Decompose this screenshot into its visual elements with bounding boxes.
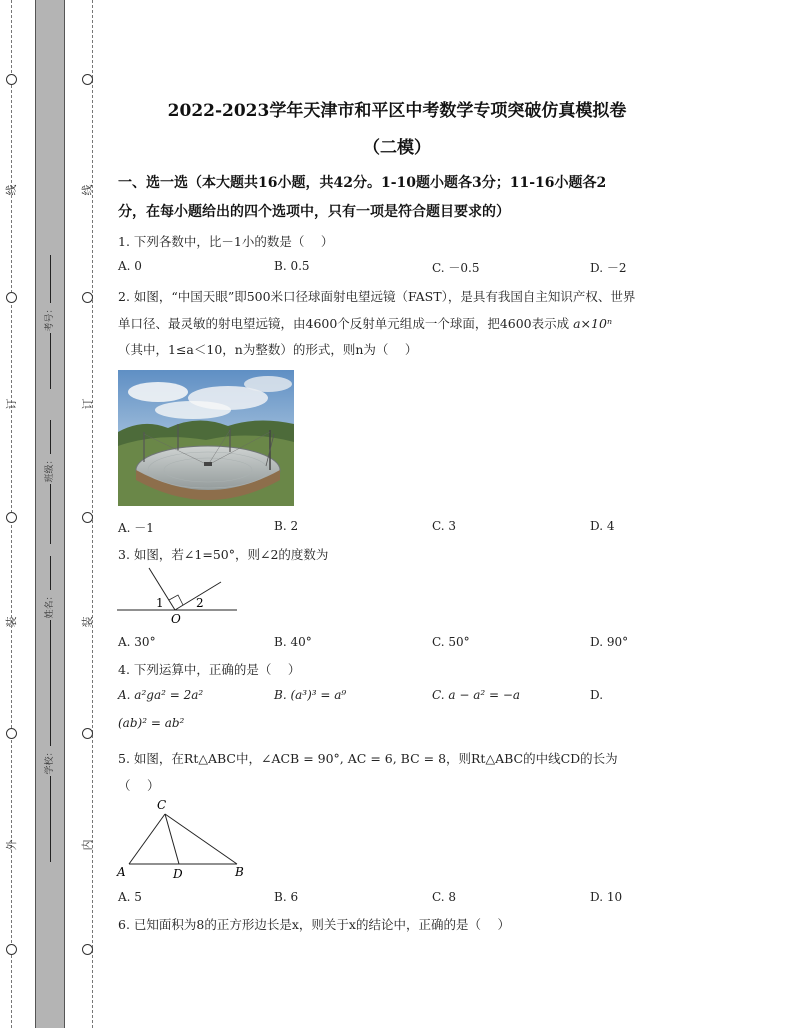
question-text: 如图，若∠1=50°，则∠2的度数为 <box>133 547 329 562</box>
option-c[interactable]: C. －0.5 <box>432 261 480 275</box>
question-5-line2: （ ） <box>118 778 160 793</box>
exam-title: 2022-2023学年天津市和平区中考数学专项突破仿真模拟卷 <box>167 101 627 121</box>
question-text: 已知面积为8的正方形边长是x，则关于x的结论中，正确的是（ ） <box>133 917 510 932</box>
option-d[interactable]: D. 10 <box>590 890 623 904</box>
name-field[interactable] <box>42 556 58 700</box>
binding-hole <box>82 944 93 955</box>
exam-number-field[interactable] <box>42 255 58 389</box>
option-a[interactable]: A. a²ga² = 2a² <box>118 688 204 702</box>
option-b[interactable]: B. (a³)³ = a⁹ <box>274 688 347 702</box>
option-c[interactable]: C. a − a² = −a <box>432 688 521 702</box>
class-label: 班级： <box>45 455 55 483</box>
angle-2-label: 2 <box>196 596 204 610</box>
vertex-b-label: B <box>235 865 244 879</box>
question-number: 5. <box>118 751 130 766</box>
binding-hole <box>6 512 17 523</box>
exam-number-label: 考号： <box>45 304 55 332</box>
question-text: 下列运算中，正确的是（ ） <box>133 662 301 677</box>
seal-line-char: 装 <box>81 616 94 628</box>
question-text: 下列各数中，比－1小的数是（ ） <box>133 234 334 249</box>
binding-hole <box>6 74 17 85</box>
binding-hole <box>82 292 93 303</box>
option-c[interactable]: C. 3 <box>432 519 457 533</box>
vertex-c-label: C <box>157 798 167 812</box>
option-a[interactable]: A. 0 <box>118 259 142 273</box>
question-number: 1. <box>118 234 130 249</box>
sci-notation: a×10ⁿ <box>573 316 613 331</box>
option-c[interactable]: C. 8 <box>432 890 457 904</box>
point-d-label: D <box>173 867 183 880</box>
binding-hole <box>6 944 17 955</box>
fast-telescope-photo <box>118 370 294 506</box>
binding-hole <box>82 512 93 523</box>
class-field[interactable] <box>42 420 58 544</box>
option-c[interactable]: C. 50° <box>432 635 470 649</box>
triangle-figure <box>115 798 247 880</box>
question-2 <box>118 287 635 305</box>
seal-line-char: 线 <box>5 184 18 196</box>
angle-figure <box>115 566 239 626</box>
seal-line-char: 订 <box>5 398 18 410</box>
option-a[interactable]: A. －1 <box>118 521 154 535</box>
median-cd <box>165 814 179 864</box>
side-cb <box>165 814 237 864</box>
question-3 <box>118 545 328 563</box>
point-o-label: O <box>171 612 181 626</box>
option-b[interactable]: B. 6 <box>274 890 299 904</box>
option-a[interactable]: A. 30° <box>118 635 156 649</box>
school-field[interactable] <box>42 700 58 862</box>
seal-line-char: 装 <box>5 616 18 628</box>
question-5 <box>118 749 618 767</box>
binding-hole <box>82 728 93 739</box>
seal-line-char: 订 <box>81 398 94 410</box>
option-d[interactable]: D. 90° <box>590 635 629 649</box>
binding-hole <box>6 728 17 739</box>
question-6 <box>118 915 510 933</box>
option-d[interactable]: D. 4 <box>590 519 615 533</box>
question-2-line2 <box>118 314 612 332</box>
question-4 <box>118 660 300 678</box>
option-d[interactable]: D. －2 <box>590 261 627 275</box>
binding-hole <box>82 74 93 85</box>
seal-line-char: 外 <box>5 839 18 851</box>
question-text: 单口径、最灵敏的射电望远镜，由4600个反射单元组成一个球面，把4600表示成 <box>118 316 570 331</box>
question-1 <box>118 232 333 250</box>
section-header: 分，在每小题给出的四个选项中，只有一项是符合题目要求的） <box>118 204 510 220</box>
question-number: 3. <box>118 547 130 562</box>
name-label: 姓名： <box>45 591 55 619</box>
question-number: 6. <box>118 917 130 932</box>
section-header: 一、选一选（本大题共16小题，共42分。1-10题小题各3分；11-16小题各2 <box>118 175 607 191</box>
question-number: 4. <box>118 662 130 677</box>
question-number: 2. <box>118 289 130 304</box>
question-text: 如图，“中国天眼”即500米口径球面射电望远镜（FAST），是具有我国自主知识产权、世界 <box>133 289 636 304</box>
vertex-a-label: A <box>117 865 126 879</box>
school-label: 学校： <box>45 747 55 775</box>
seal-line-char: 线 <box>81 184 94 196</box>
option-b[interactable]: B. 0.5 <box>274 259 310 273</box>
option-b[interactable]: B. 40° <box>274 635 312 649</box>
side-ac <box>129 814 165 864</box>
seal-line-char: 内 <box>81 839 94 851</box>
angle-1-label: 1 <box>156 596 164 610</box>
exam-subtitle: （二模） <box>363 138 431 158</box>
option-b[interactable]: B. 2 <box>274 519 299 533</box>
binding-hole <box>6 292 17 303</box>
question-2-line3: （其中，1≤a＜10，n为整数）的形式，则n为（ ） <box>118 342 418 357</box>
option-d[interactable]: D. <box>590 688 604 702</box>
question-text: 如图，在Rt△ABC中，∠ACB = 90°, AC = 6, BC = 8，则Rt△ABC的中线CD的长为 <box>133 751 618 766</box>
option-d-expression: (ab)² = ab² <box>118 716 185 730</box>
option-a[interactable]: A. 5 <box>118 890 142 904</box>
